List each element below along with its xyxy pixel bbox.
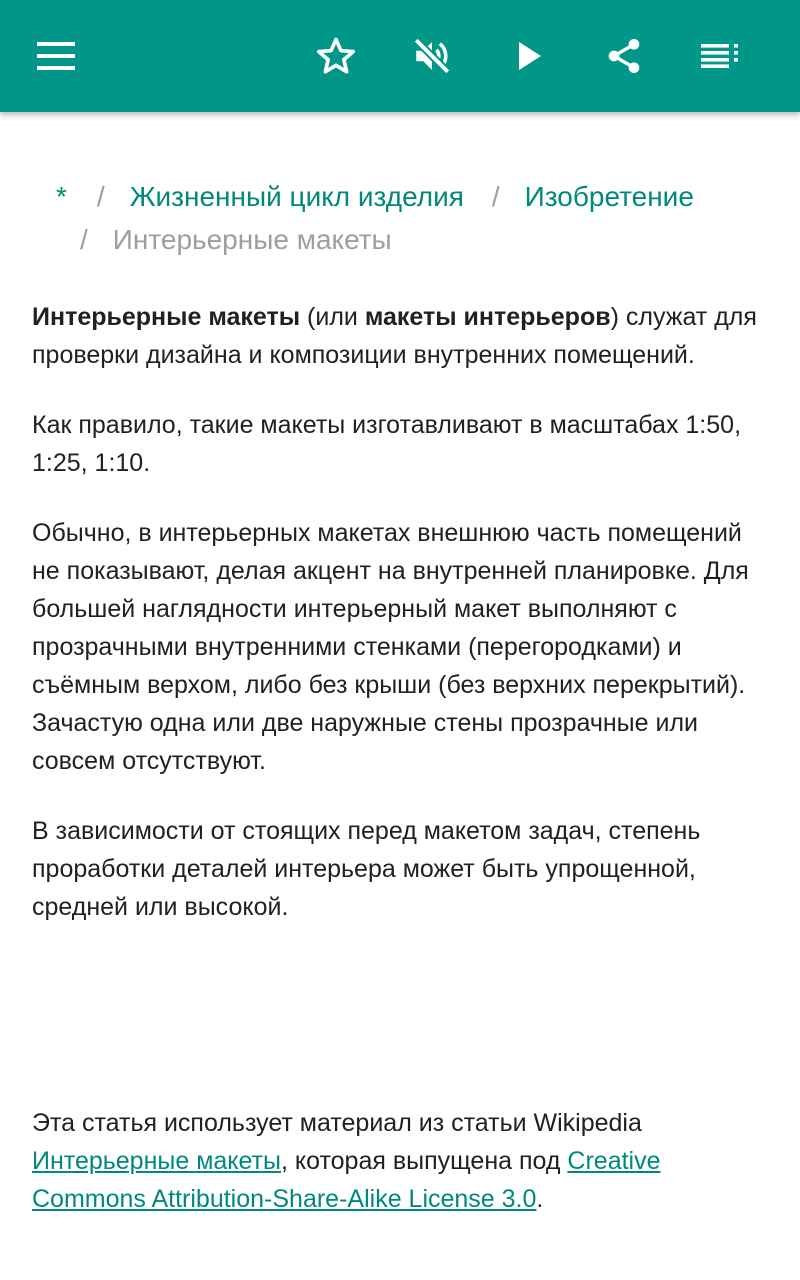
share-button[interactable] — [594, 26, 654, 86]
sound-toggle-button[interactable] — [402, 26, 462, 86]
article-paragraph: В зависимости от стоящих перед макетом задач, степень проработки деталей интерьера может быть упрощенной, средней или высокой. — [32, 817, 701, 921]
play-icon — [516, 40, 544, 72]
paragraph-text: (или — [300, 303, 365, 331]
breadcrumb-link-lifecycle[interactable]: Жизненный цикл изделия — [129, 181, 464, 212]
playlist-icon — [701, 44, 739, 68]
license-text: , которая выпущена под — [281, 1147, 568, 1175]
favorite-button[interactable] — [306, 26, 366, 86]
article-paragraph — [32, 298, 772, 374]
article-body — [32, 298, 772, 958]
menu-icon — [37, 42, 75, 70]
volume-off-icon — [411, 35, 453, 77]
breadcrumb-separator: / — [491, 181, 500, 212]
breadcrumb-current: Интерьерные макеты — [112, 224, 392, 255]
share-icon — [604, 36, 644, 76]
breadcrumb-root-link[interactable]: * — [56, 181, 67, 212]
license-link[interactable]: Creative Commons Attribution-Share-Alike License 3.0 — [32, 1147, 661, 1213]
app-toolbar — [0, 0, 800, 112]
star-outline-icon — [315, 35, 357, 77]
license-text: . — [536, 1185, 544, 1213]
term-interior-layouts: макеты интерьеров — [364, 303, 611, 331]
article-paragraph: Как правило, такие макеты изготавливают в масштабах 1:50, 1:25, 1:10. — [32, 411, 742, 477]
paragraph-text: ) служат для проверки дизайна и композиции внутренних помещений. — [32, 303, 757, 369]
term-interior-models: Интерьерные макеты — [32, 303, 301, 331]
breadcrumb-link-invention[interactable]: Изобретение — [524, 181, 694, 212]
breadcrumb-separator: / — [96, 181, 105, 212]
wikipedia-article-link[interactable]: Интерьерные макеты — [32, 1147, 282, 1175]
play-button[interactable] — [500, 26, 560, 86]
menu-button[interactable] — [26, 26, 86, 86]
license-text: Эта статья использует материал из статьи Wikipedia — [32, 1109, 642, 1137]
license-notice — [32, 1104, 772, 1218]
article-paragraph: Обычно, в интерьерных макетах внешнюю часть помещений не показывают, делая акцент на внутренней планировке. Для большей наглядности интерьерный макет выполняют с прозрачными внутренними стенками (перегородками) и съёмным верхом, либо без крыши (без верхних перекрытий). Зачастую одна или две наружные стены прозрачные или совсем отсутствуют. — [32, 519, 749, 775]
contents-button[interactable] — [690, 26, 750, 86]
breadcrumb-separator: / — [80, 224, 88, 255]
